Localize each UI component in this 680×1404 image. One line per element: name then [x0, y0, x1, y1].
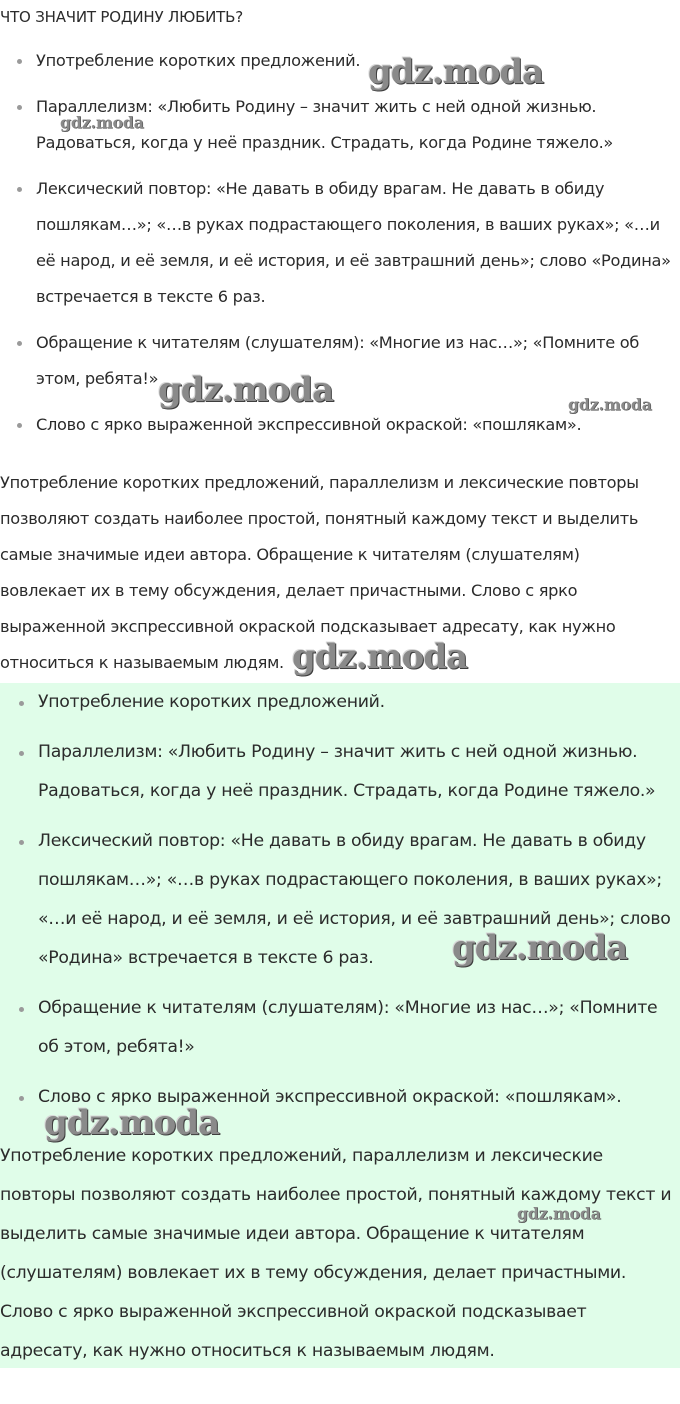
watermark: gdz.moda [368, 52, 544, 92]
list-item: Лексический повтор: «Не давать в обиду врагам. Не давать в обиду пошлякам…»; «…в руках подрастающего поколения, в ваших руках»; «…и её народ, и её земля, и её история, и её завтрашний день»; слово «Родина» встречается в тексте 6 раз. [0, 171, 680, 315]
summary-paragraph-1: Употребление коротких предложений, параллелизм и лексические повторы позволяют создать наиболее простой, понятный каждому текст и выделить самые значимые идеи автора. Обращение к читателям (слушателям) вовлекает их в тему обсуждения, делает причастными. Слово с ярко выраженной экспрессивной окраской подсказывает адресату, как нужно относиться к называемым людям. [0, 473, 639, 672]
list-item: Употребление коротких предложений. [2, 683, 674, 722]
list-item: Слово с ярко выраженной экспрессивной окраской: «пошлякам». [2, 1078, 674, 1117]
watermark: gdz.moda [60, 113, 144, 132]
page-title: ЧТО ЗНАЧИТ РОДИНУ ЛЮБИТЬ? [0, 8, 243, 26]
answer-list-2 [2, 683, 674, 1128]
list-item: Лексический повтор: «Не давать в обиду врагам. Не давать в обиду пошлякам…»; «…в руках подрастающего поколения, в ваших руках»; «…и её народ, и её земля, и её история, и её завтрашний день»; слово «Родина» встречается в тексте 6 раз. [2, 822, 674, 978]
list-item: Употребление коротких предложений. [0, 43, 680, 79]
watermark: gdz.moda [44, 1103, 220, 1143]
answer-list-1 [0, 43, 680, 443]
list-item: Слово с ярко выраженной экспрессивной окраской: «пошлякам». [0, 407, 680, 443]
watermark: gdz.moda [452, 928, 628, 968]
watermark: gdz.moda [158, 370, 334, 410]
summary-paragraph-2: Употребление коротких предложений, параллелизм и лексические повторы позволяют создать наиболее простой, понятный каждому текст и выделить самые значимые идеи автора. Обращение к читателям (слушателям) вовлекает их в тему обсуждения, делает причастными. Слово с ярко выраженной экспрессивной окраской подсказывает адресату, как нужно относиться к называемым людям. [0, 1146, 672, 1361]
watermark: gdz.moda [568, 395, 652, 414]
watermark: gdz.moda [517, 1204, 601, 1223]
list-item: Параллелизм: «Любить Родину – значит жить с ней одной жизнью. Радоваться, когда у неё праздник. Страдать, когда Родине тяжело.» [0, 89, 680, 161]
list-item: Параллелизм: «Любить Родину – значит жить с ней одной жизнью. Радоваться, когда у неё праздник. Страдать, когда Родине тяжело.» [2, 733, 674, 811]
list-item: Обращение к читателям (слушателям): «Многие из нас…»; «Помните об этом, ребята!» [0, 325, 680, 397]
watermark: gdz.moda [292, 637, 468, 677]
list-item: Обращение к читателям (слушателям): «Многие из нас…»; «Помните об этом, ребята!» [2, 989, 674, 1067]
